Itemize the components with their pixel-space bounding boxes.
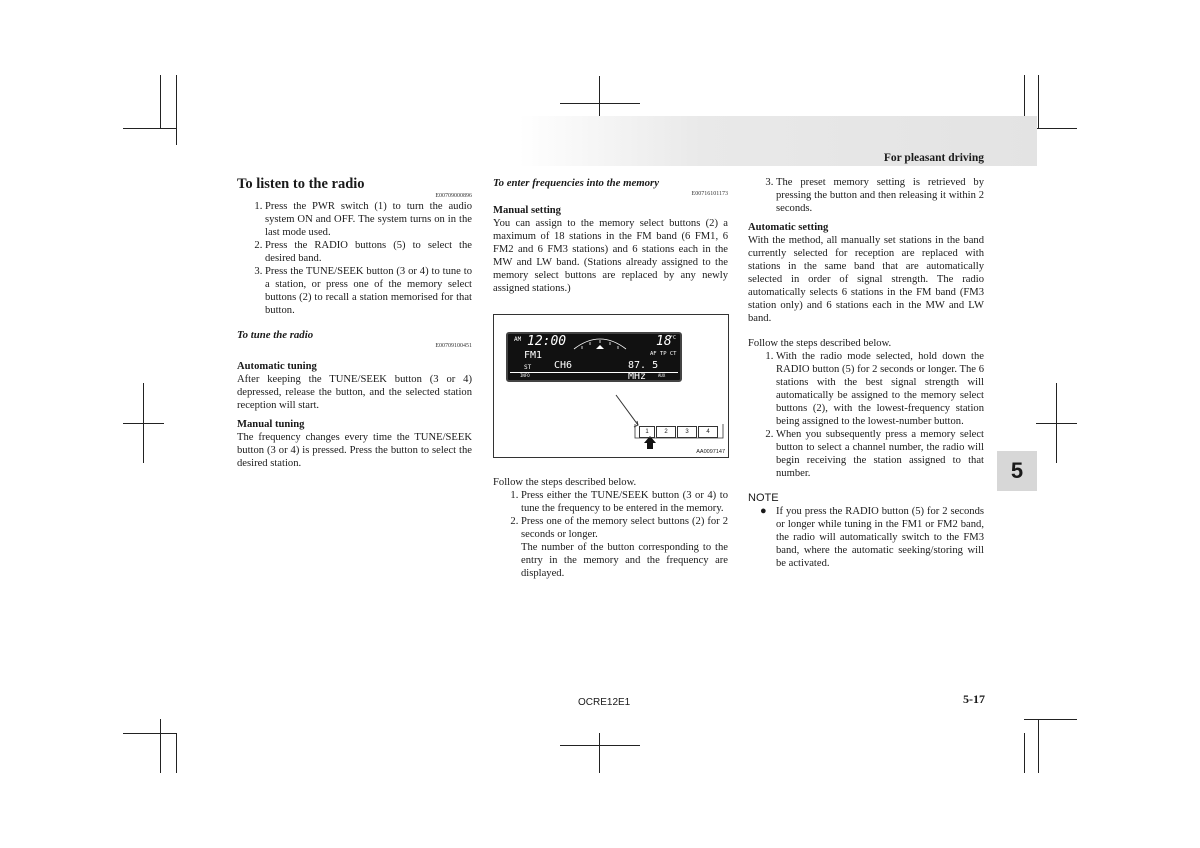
ref-code: E00716101173 — [691, 191, 728, 197]
automatic-tuning-text: After keeping the TUNE/SEEK button (3 or 4) depressed, release the button, and the selected station reception will start. — [237, 374, 472, 411]
subheading-automatic-tuning: Automatic tuning — [237, 361, 317, 372]
memory-button-4: 4 — [698, 426, 718, 438]
manual-setting-text: You can assign to the memory select buttons (2) a maximum of 18 stations in the FM band (6 FM1, 6 FM2 and 6 FM3 stations) and 6 stations each in the MW and LW band. (Stations already assigned to the memory select buttons are replaced by any newly assigned stations.) — [493, 218, 728, 294]
note-text: If you press the RADIO button (5) for 2 seconds or longer while tuning in the FM1 or FM2 band, the radio will automatically switch to the FM3 band, where the automatic seeking/storing will be activated. — [776, 506, 984, 569]
list-item: 1. With the radio mode selected, hold down the RADIO button (5) for 2 seconds or longer. The 6 stations with the best signal strength will automatically be assigned to the memory select buttons (2), with the lowest-frequency station being assigned to the lowest-number button. — [776, 350, 984, 428]
list-item: 2. When you subsequently press a memory select button to select a channel number, the radio will begin receiving the station assigned to that number. — [776, 428, 984, 480]
list-item: 2. Press the RADIO buttons (5) to select the desired band. — [265, 239, 472, 265]
list-item: 1. Press either the TUNE/SEEK button (3 or 4) to tune the frequency to be entered in the memory. — [521, 489, 728, 515]
section-enter-frequencies: To enter frequencies into the memory — [493, 177, 660, 189]
column-1 — [237, 176, 472, 470]
lcd-clock: 12:00 — [527, 334, 567, 349]
list-item: 3. Press the TUNE/SEEK button (3 or 4) to tune to a station, or press one of the memory select buttons (2) to recall a station memorised for that button. — [265, 265, 472, 317]
memory-button-2: 2 — [656, 426, 676, 438]
subheading-automatic-setting: Automatic setting — [748, 222, 829, 233]
lcd-channel: CH6 — [554, 360, 573, 371]
step2-continuation: The number of the button corresponding to the entry in the memory and the frequency are displayed. — [521, 542, 728, 579]
column-2 — [493, 177, 728, 295]
list-item: 3. The preset memory setting is retrieved by pressing the button and then releasing it within 2 seconds. — [776, 176, 984, 215]
lcd-stereo: ST — [524, 364, 532, 371]
follow-steps-text: Follow the steps described below. — [748, 338, 892, 349]
bullet-icon: ● — [760, 505, 767, 517]
steps-listen — [237, 200, 472, 317]
lcd-temp-unit: °C — [670, 335, 677, 341]
column-2-continued — [493, 476, 728, 580]
memory-button-1: 1 — [639, 426, 655, 438]
note-title: NOTE — [748, 492, 779, 504]
subheading-manual-tuning: Manual tuning — [237, 419, 305, 430]
header-title: For pleasant driving — [883, 152, 984, 164]
ref-code: E00709100451 — [435, 343, 472, 349]
radio-display-figure — [493, 314, 729, 458]
page-number: 5-17 — [963, 692, 985, 706]
steps-automatic-setting — [748, 350, 984, 480]
lcd-af-tp-ct: AF TP CT — [650, 351, 677, 357]
column-3 — [748, 176, 984, 570]
list-item: 1. Press the PWR switch (1) to turn the audio system ON and OFF. The system turns on in the last mode used. — [265, 200, 472, 239]
figure-code: AA0097147 — [696, 449, 725, 455]
memory-button-3: 3 — [677, 426, 697, 438]
note-item — [748, 505, 984, 570]
steps-manual-setting — [493, 489, 728, 580]
automatic-setting-text: With the method, all manually set stations in the band currently selected for reception are replaced with stations in the same band that are automatically selected in order of signal strength. The radio automatically selects 6 stations in the FM band (FM3 station only) and 6 stations each in the MW and LW band. — [748, 235, 984, 324]
lcd-temp: 18 — [656, 334, 672, 349]
subheading-manual-setting: Manual setting — [493, 205, 561, 216]
list-item: 2. Press one of the memory select buttons (2) for 2 seconds or longer. The number of the button corresponding to the entry in the memory and the frequency are displayed. — [521, 515, 728, 580]
chapter-tab: 5 — [997, 451, 1037, 491]
footer-code: OCRE12E1 — [578, 697, 631, 708]
steps-retrieve — [748, 176, 984, 215]
lcd-frequency: 87. 5 MHz — [628, 360, 659, 382]
ref-code: E00709000896 — [435, 193, 472, 199]
lcd-band: FM1 — [524, 350, 543, 361]
heading-listen-radio: To listen to the radio — [237, 176, 365, 192]
lcd-info-right: AUX — [658, 373, 666, 378]
lcd-am: AM — [514, 336, 522, 343]
manual-tuning-text: The frequency changes every time the TUNE/SEEK button (3 or 4) is pressed. Press the button to select the desired station. — [237, 432, 472, 469]
lcd-info-left: INFO — [520, 373, 530, 378]
follow-steps-text: Follow the steps described below. — [493, 477, 637, 488]
section-tune-radio: To tune the radio — [237, 329, 314, 341]
